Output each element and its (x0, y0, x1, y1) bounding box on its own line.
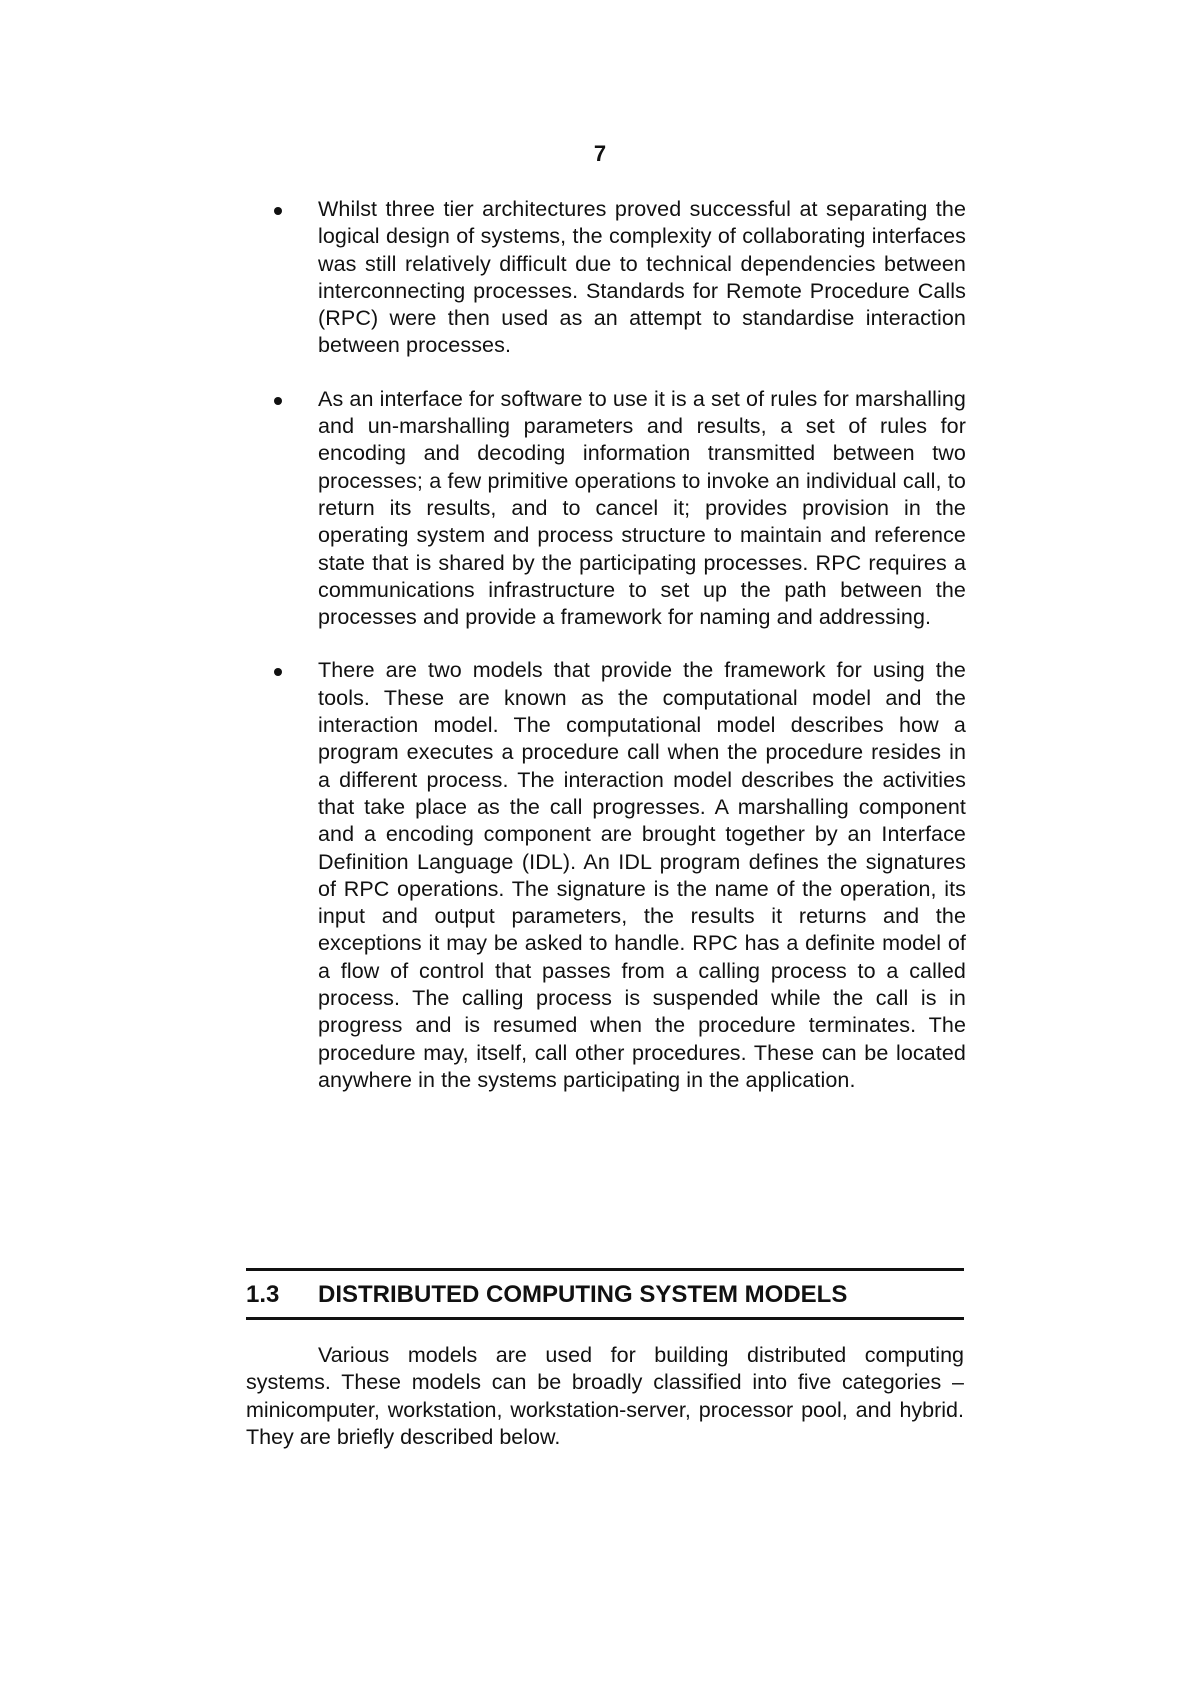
section-heading (246, 1268, 964, 1320)
bullet-dot-icon (274, 668, 282, 676)
bullet-dot-icon (274, 207, 282, 215)
section-intro-paragraph: Various models are used for building distributed computing systems. These models can be broadly classified into five categories – minicomputer, workstation, workstation-server, processor pool, and hybrid. They are briefly described below. (246, 1343, 964, 1449)
bullet-text: As an interface for software to use it is a set of rules for marshalling and un-marshalling parameters and results, a set of rules for encoding and decoding information transmitted between two processes; a few primitive operations to invoke an individual call, to return its results, and to cancel it; provides provision in the operating system and process structure to maintain and reference state that is shared by the participating processes. RPC requires a communications infrastructure to set up the path between the processes and provide a framework for naming and addressing. (318, 386, 966, 630)
section-number: 1.3 (246, 1281, 280, 1308)
page-number: 7 (593, 141, 607, 166)
bullet-text: Whilst three tier architectures proved successful at separating the logical design of systems, the complexity of collaborating interfaces was still relatively difficult due to technical dependencies between interconnecting processes. Standards for Remote Procedure Calls (RPC) were then used as an attempt to standardise interaction between processes. (318, 197, 966, 358)
bullet-item-rpc-models (246, 657, 966, 1094)
bullet-item-rpc-standards (246, 196, 966, 360)
bullet-item-rpc-interface (246, 386, 966, 632)
bullet-text: There are two models that provide the framework for using the tools. These are known as the computational model and the interaction model. The computational model describes how a program executes a procedure call when the procedure resides in a different process. The interaction model describes the activities that take place as the call progresses. A marshalling component and a encoding component are brought together by an Interface Definition Language (IDL). An IDL program defines the signatures of RPC operations. The signature is the name of the operation, its input and output parameters, the results it returns and the exceptions it may be asked to handle. RPC has a definite model of a flow of control that passes from a calling process to a called process. The calling process is suspended while the call is in progress and is resumed when the procedure terminates. The procedure may, itself, call other procedures. These can be located anywhere in the systems participating in the application. (318, 658, 966, 1092)
bullet-list (246, 196, 966, 1120)
bullet-dot-icon (274, 397, 282, 405)
section-title: DISTRIBUTED COMPUTING SYSTEM MODELS (318, 1281, 848, 1308)
